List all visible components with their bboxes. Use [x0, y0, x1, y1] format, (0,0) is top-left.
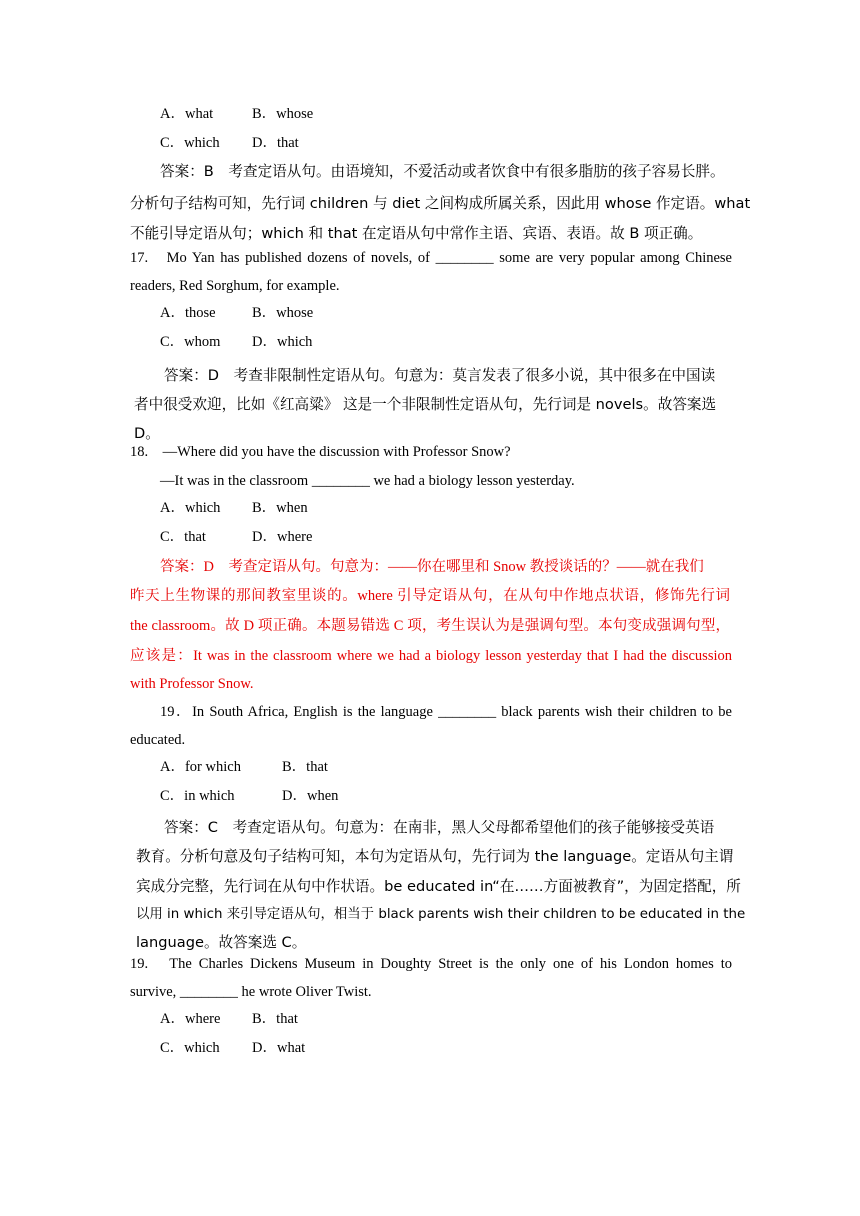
answer-line: with Professor Snow.	[130, 676, 254, 692]
option-b: B．when	[252, 500, 308, 516]
answer-line: 宾成分完整，先行词在从句中作状语。be educated in“在……方面被教育”，为固定搭配，所	[136, 878, 741, 895]
answer-line: 昨天上生物课的那间教室里谈的。where 引导定语从句，在从句中作地点状语，修饰先行词	[130, 588, 730, 604]
question-18-stem: 18. —Where did you have the discussion with Professor Snow?	[130, 444, 511, 460]
question-19-stem: 19．In South Africa, English is the language ________ black parents wish their children to be	[160, 704, 732, 720]
question-17-stem-cont: readers, Red Sorghum, for example.	[130, 278, 340, 294]
answer-line: 答案：C 考查定语从句。句意为：在南非，黑人父母都希望他们的孩子能够接受英语	[164, 819, 715, 836]
answer-line: 应该是：It was in the classroom where we had a biology lesson yesterday that I had the discussion	[130, 648, 732, 664]
answer-line: 不能引导定语从句；which 和 that 在定语从句中常作主语、宾语、表语。故 B 项正确。	[130, 225, 703, 242]
answer-line: 者中很受欢迎，比如《红高粱》 这是一个非限制性定语从句，先行词是 novels。故答案选	[134, 396, 717, 413]
option-b: B．that	[282, 759, 328, 775]
option-b: B．whose	[252, 305, 314, 321]
answer-line: language。故答案选 C。	[136, 934, 307, 951]
option-c: C．in which	[160, 788, 235, 804]
question-18-stem-cont: —It was in the classroom ________ we had a biology lesson yesterday.	[160, 473, 575, 489]
option-a: A．which	[160, 500, 221, 516]
option-c: C．that	[160, 529, 206, 545]
option-d: D．that	[252, 135, 299, 151]
option-d: D．what	[252, 1040, 306, 1056]
answer-line: D。	[134, 425, 160, 442]
option-a: A．for which	[160, 759, 241, 775]
answer-line: 教育。分析句意及句子结构可知，本句为定语从句，先行词为 the language。定语从句主谓	[136, 848, 734, 865]
option-b: B．that	[252, 1011, 298, 1027]
question-19b-stem: 19. The Charles Dickens Museum in Doughty Street is the only one of his London homes to	[130, 956, 732, 972]
answer-line: 答案：B 考查定语从句。由语境知，不爱活动或者饮食中有很多脂肪的孩子容易长胖。	[160, 163, 725, 180]
option-d: D．when	[282, 788, 339, 804]
answer-line: 答案：D 考查定语从句。句意为：——你在哪里和 Snow 教授谈话的？——就在我们	[160, 559, 704, 575]
option-d: D．where	[252, 529, 313, 545]
option-c: C．which	[160, 1040, 220, 1056]
answer-line: the classroom。故 D 项正确。本题易错选 C 项，考生误认为是强调句型。本句变成强调句型，	[130, 618, 730, 634]
question-19b-stem-cont: survive, ________ he wrote Oliver Twist.	[130, 984, 372, 1000]
option-c: C．which	[160, 135, 220, 151]
answer-line: 以用 in which 来引导定语从句，相当于 black parents wish their children to be educated in the	[136, 907, 746, 922]
option-a: A．those	[160, 305, 216, 321]
option-d: D．which	[252, 334, 313, 350]
question-19-stem-cont: educated.	[130, 732, 186, 748]
option-a: A．what	[160, 106, 214, 122]
option-c: C．whom	[160, 334, 221, 350]
answer-line: 分析句子结构可知，先行词 children 与 diet 之间构成所属关系，因此用 whose 作定语。what	[130, 195, 751, 212]
answer-line: 答案：D 考查非限制性定语从句。句意为：莫言发表了很多小说，其中很多在中国读	[164, 367, 716, 384]
question-17-stem: 17. Mo Yan has published dozens of novels, of ________ some are very popular among Chinese	[130, 250, 732, 266]
option-a: A．where	[160, 1011, 221, 1027]
option-b: B．whose	[252, 106, 314, 122]
